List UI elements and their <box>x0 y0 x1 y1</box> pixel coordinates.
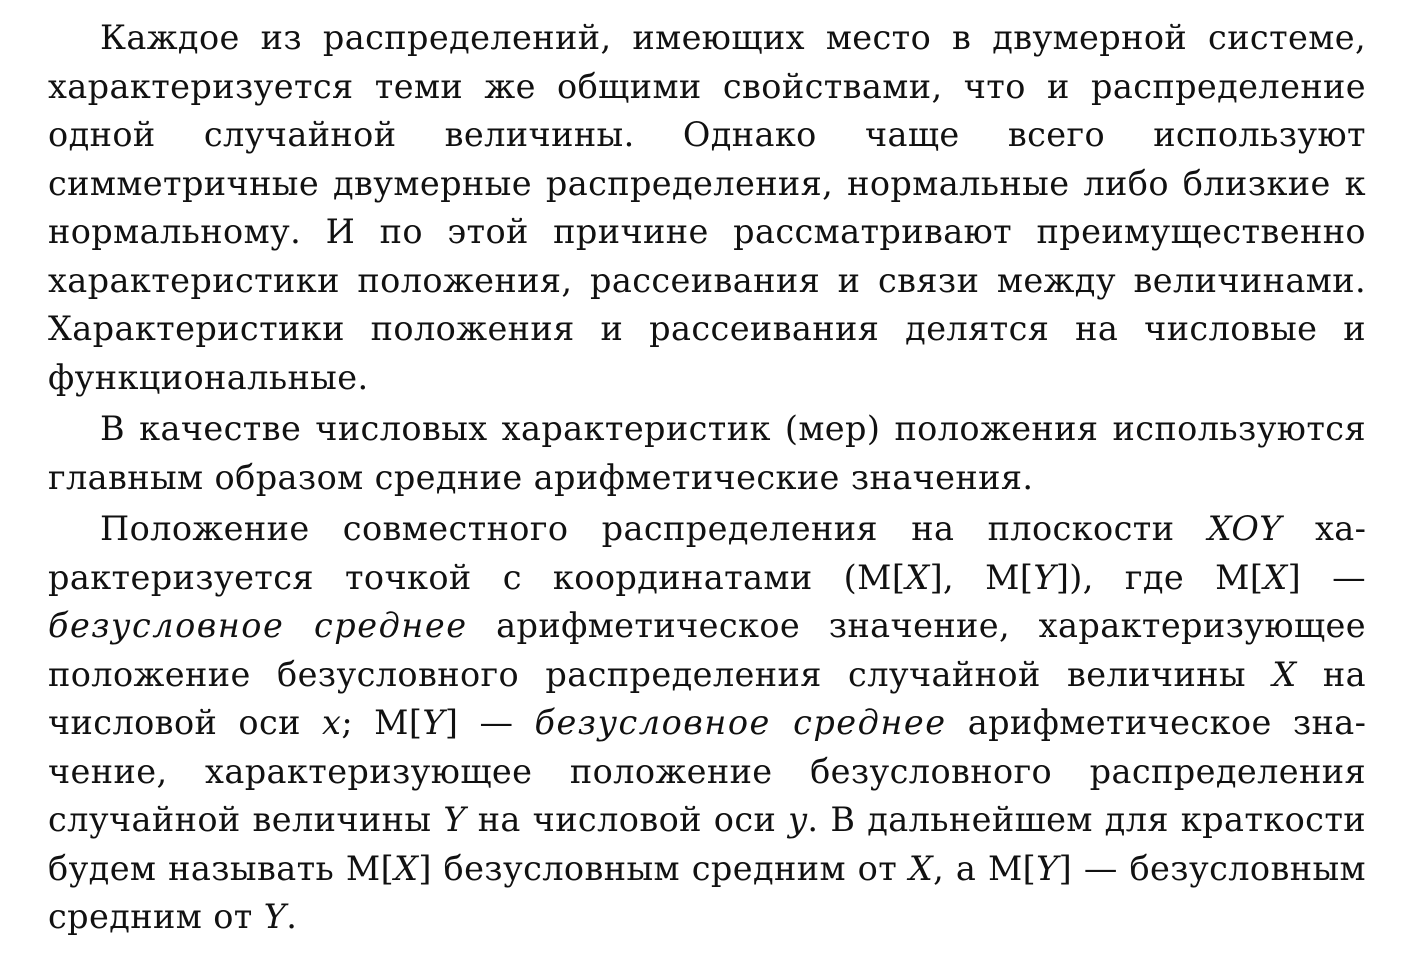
math-symbol: Y <box>422 703 445 742</box>
paragraph-distributions-intro <box>48 14 1366 402</box>
math-symbol: y <box>788 800 808 839</box>
paragraph-joint-distribution-position <box>48 505 1366 942</box>
text-run: . В дальнейшем для краткости будем называть M[ <box>48 800 1366 888</box>
math-symbol: XOY <box>1207 509 1282 548</box>
text-run: ]), где M[ <box>1055 557 1264 597</box>
text-run: ] — <box>1287 557 1366 597</box>
text-run: , а M[ <box>933 848 1037 888</box>
text-run: характеризуется точкой с координатами (M[ <box>48 509 1366 597</box>
math-symbol: Y <box>443 800 466 839</box>
text-run: . <box>286 897 298 936</box>
text-run: ] — безусловным средним от <box>48 848 1366 936</box>
emphasis-term: безусловное среднее <box>534 703 947 742</box>
math-symbol: Y <box>1033 557 1056 597</box>
math-symbol: X <box>905 557 930 597</box>
math-symbol: Y <box>1036 848 1059 888</box>
paragraph-numeric-characteristics <box>48 405 1366 502</box>
math-symbol: x <box>322 703 342 742</box>
text-run: ; M[ <box>341 703 423 742</box>
text-run: арифметическое значение, характеризующее положение безусловного распределения случайной величины <box>48 606 1366 694</box>
page-text <box>48 14 1366 945</box>
text-run: арифметическое значение, характеризующее положение безусловного распределения случайной величины <box>48 703 1366 839</box>
math-symbol: X <box>394 848 419 888</box>
text-run: В качестве числовых характеристик (мер) положения используются главным образом средние арифметические значения. <box>48 409 1366 497</box>
emphasis-term: безусловное среднее <box>48 606 468 645</box>
math-symbol: X <box>1272 654 1297 694</box>
text-run: ] безусловным средним от <box>418 848 909 888</box>
text-run: ] — <box>444 703 535 742</box>
text-run: ], M[ <box>929 557 1034 597</box>
text-run: Каждое из распределений, имеющих место в двумерной системе, характеризуется теми же общими свойствами, что и распределение одной случайной величины. Однако чаще всего используют симметричные двумерные распределения, нормальные либо близкие к нормальному. И по этой причине рассматривают преимущественно характеристики положения, рассеивания и связи между величинами. Характеристики положения и рассеивания делятся на числовые и функциональные. <box>48 18 1366 397</box>
text-run: на числовой оси <box>48 654 1366 742</box>
math-symbol: X <box>908 848 934 888</box>
math-symbol: Y <box>263 897 287 936</box>
text-run: на числовой оси <box>465 800 789 839</box>
text-run: Положение совместного распределения на плоскости <box>100 509 1208 548</box>
math-symbol: X <box>1263 557 1288 597</box>
